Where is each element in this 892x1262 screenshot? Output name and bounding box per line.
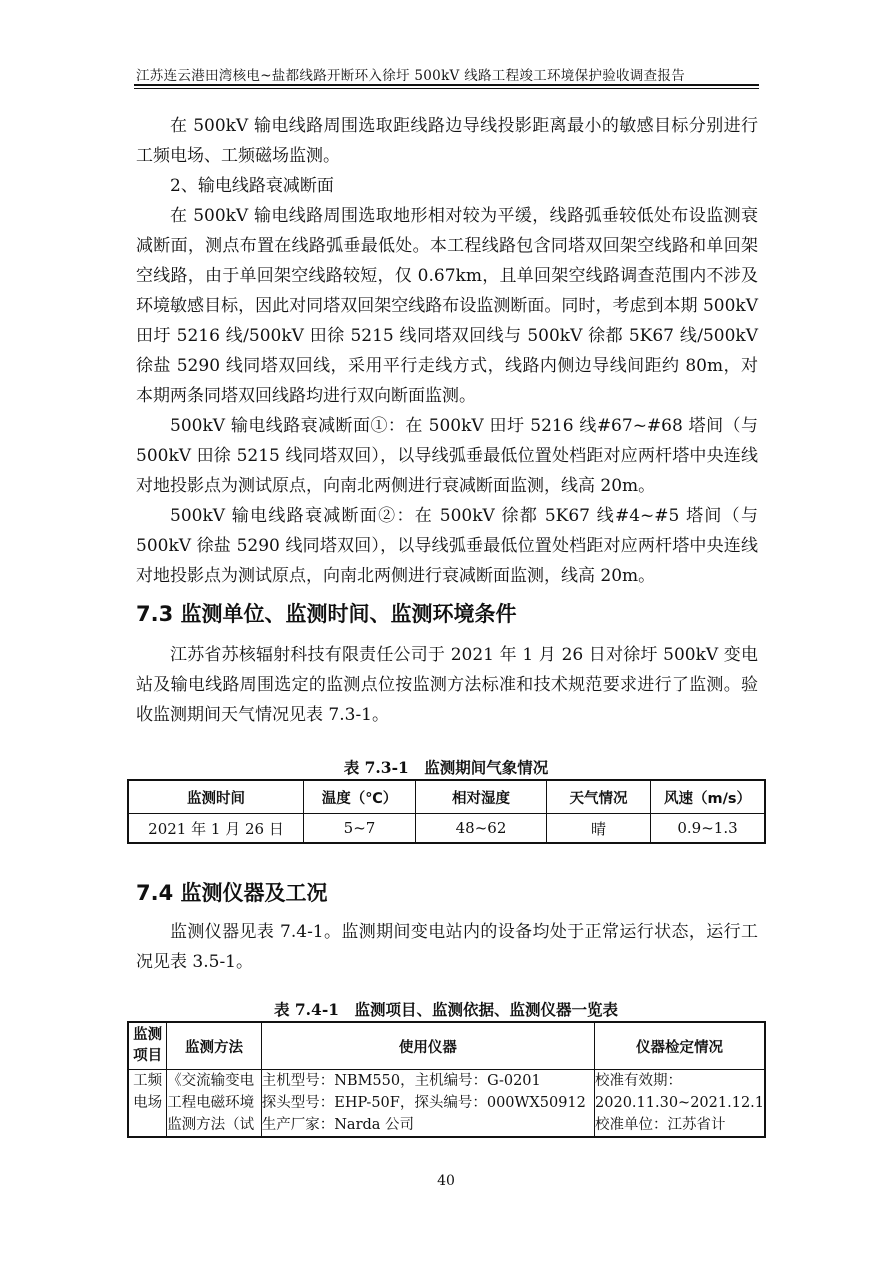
table-7-4-1-caption: 表 7.4-1 监测项目、监测依据、监测仪器一览表: [273, 1000, 619, 1019]
column-header: 相对湿度: [416, 780, 547, 814]
table-7-3-1-caption: 表 7.3-1 监测期间气象情况: [343, 758, 549, 777]
heading-7-3: 7.3 监测单位、监测时间、监测环境条件: [136, 602, 517, 626]
cell-line: 电场: [133, 1095, 163, 1111]
table-cell: 48~62: [416, 814, 547, 844]
header-rule-thin: [134, 88, 759, 89]
heading-7-4: 7.4 监测仪器及工况: [136, 881, 328, 905]
running-header: 江苏连云港田湾核电~盐都线路开断环入徐圩 500kV 线路工程竣工环境保护验收调查报告: [136, 68, 685, 84]
table-header-row: [128, 1022, 765, 1070]
table-row: [128, 1070, 765, 1138]
cell-line: 工频: [133, 1073, 163, 1089]
cell-line: 校准单位：江苏省计: [595, 1117, 726, 1133]
section-intro: [136, 111, 758, 591]
cell-line: 《交流输变电: [167, 1073, 255, 1089]
column-header: 监测项目: [128, 1022, 167, 1070]
cell-line: 工程电磁环境: [167, 1095, 255, 1111]
column-header: 监测时间: [128, 780, 304, 814]
cell-line: 生产厂家：Narda 公司: [261, 1117, 415, 1133]
cell-line: 2020.11.30~2021.12.1: [595, 1095, 764, 1111]
table-header-row: [128, 780, 765, 814]
paragraph: 江苏省苏核辐射科技有限责任公司于 2021 年 1 月 26 日对徐圩 500kV 变电站及输电线路周围选定的监测点位按监测方法标准和技术规范要求进行了监测。验收监测期间天气情况见表 7.3-1。: [136, 645, 758, 725]
table-cell-instrument: [261, 1070, 594, 1138]
cell-line: 校准有效期：: [595, 1073, 683, 1089]
paragraph: 在 500kV 输电线路周围选取地形相对较为平缓，线路弧垂较低处布设监测衰减断面，测点布置在线路弧垂最低处。本工程线路包含同塔双回架空线路和单回架空线路，由于单回架空线路较短，仅 0.67km，且单回架空线路调查范围内不涉及环境敏感目标，因此对同塔双回架空线路布设监测断面。同时，考虑到本期 500kV 田圩 5216 线/500kV 田徐 5215 线同塔双回线与 500kV 徐都 5K67 线/500kV 徐盐 5290 线同塔双回线，采用平行走线方式，线路内侧边导线间距约 80m，对本期两条同塔双回线路均进行双向断面监测。: [136, 206, 758, 406]
cell-line: 探头型号：EHP-50F，探头编号：000WX50912: [261, 1095, 586, 1111]
column-header: 温度（℃）: [304, 780, 416, 814]
paragraph: 500kV 输电线路衰减断面①：在 500kV 田圩 5216 线#67~#68 塔间（与 500kV 田徐 5215 线同塔双回），以导线弧垂最低位置处档距对应两杆塔中央连线对地投影点为测试原点，向南北两侧进行衰减断面监测，线高 20m。: [136, 416, 758, 496]
weather-table: [127, 779, 766, 844]
section-7-4-body: [136, 917, 758, 977]
instrument-table: [127, 1021, 766, 1138]
paragraph-subheading: 2、输电线路衰减断面: [170, 176, 334, 196]
column-header: 仪器检定情况: [595, 1022, 765, 1070]
section-7-3-body: [136, 640, 758, 730]
table-cell-method: [167, 1070, 262, 1138]
table-cell-calibration: [595, 1070, 765, 1138]
column-header: 天气情况: [547, 780, 651, 814]
table-cell: 2021 年 1 月 26 日: [128, 814, 304, 844]
table-cell: 晴: [547, 814, 651, 844]
paragraph: 在 500kV 输电线路周围选取距线路边导线投影距离最小的敏感目标分别进行工频电场、工频磁场监测。: [136, 116, 758, 166]
column-header: 风速（m/s）: [651, 780, 766, 814]
cell-line: 监测方法（试: [167, 1117, 255, 1133]
cell-line: 主机型号：NBM550，主机编号：G-0201: [261, 1073, 541, 1089]
paragraph: 监测仪器见表 7.4-1。监测期间变电站内的设备均处于正常运行状态，运行工况见表 3.5-1。: [136, 922, 758, 972]
table-row: [128, 814, 765, 844]
column-header: 使用仪器: [261, 1022, 594, 1070]
paragraph: 500kV 输电线路衰减断面②：在 500kV 徐都 5K67 线#4~#5 塔间（与 500kV 徐盐 5290 线同塔双回），以导线弧垂最低位置处档距对应两杆塔中央连线对地投影点为测试原点，向南北两侧进行衰减断面监测，线高 20m。: [136, 506, 758, 586]
table-cell: 5~7: [304, 814, 416, 844]
page-number: 40: [437, 1173, 455, 1189]
column-header: 监测方法: [167, 1022, 262, 1070]
table-cell: 0.9~1.3: [651, 814, 766, 844]
header-rule-thick: [134, 84, 759, 86]
table-cell-item: [128, 1070, 167, 1138]
